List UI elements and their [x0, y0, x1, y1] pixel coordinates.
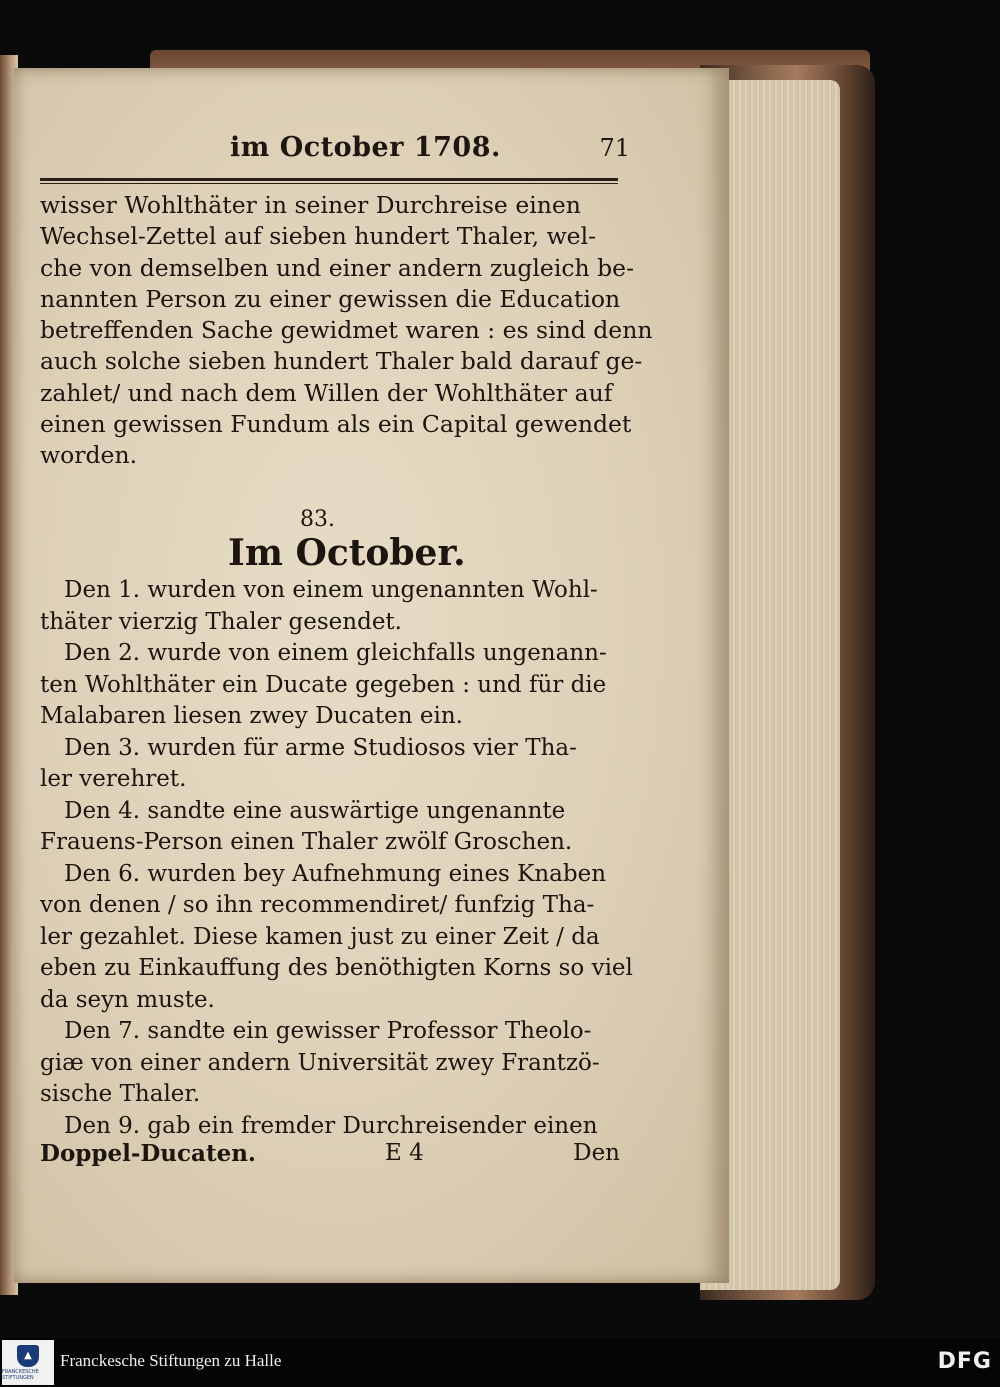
- text-line: zahlet/ und nach dem Willen der Wohlthäter auf: [40, 378, 613, 407]
- signature-mark: E 4: [385, 1140, 424, 1166]
- text-line: che von demselben und einer andern zugleich be-: [40, 253, 635, 282]
- entry-line: von denen / so ihn recommendiret/ funfzig Tha-: [40, 892, 595, 918]
- catchword-left: Doppel-Ducaten.: [40, 1140, 256, 1167]
- foundation-crest-icon: ▲: [17, 1345, 39, 1367]
- section-title: Im October.: [228, 532, 466, 574]
- running-title: im October 1708.: [230, 132, 501, 163]
- entry-line: da seyn muste.: [40, 986, 215, 1013]
- entry-line: eben zu Einkauffung des benöthigten Korns so viel: [40, 955, 633, 981]
- logo-caption: FRANCKESCHE STIFTUNGEN: [2, 1368, 39, 1381]
- catchword-right: Den: [573, 1140, 620, 1166]
- entry-line: Den 4. sandte eine auswärtige ungenannte: [64, 797, 566, 824]
- entry-line: Den 2. wurde von einem gleichfalls ungenann-: [64, 640, 607, 666]
- entry-line: Den 9. gab ein fremder Durchreisender einen: [64, 1112, 598, 1139]
- running-head: [30, 132, 630, 172]
- entry-line: Den 1. wurden von einem ungenannten Wohl-: [64, 577, 598, 603]
- text-line: wisser Wohlthäter in seiner Durchreise einen: [40, 191, 581, 219]
- page-footer: [40, 1140, 620, 1172]
- text-line: einen gewissen Fundum als ein Capital gewendet: [40, 410, 632, 439]
- institution-logo[interactable]: [2, 1340, 54, 1385]
- section-number: 83.: [300, 507, 335, 532]
- entry-line: Den 6. wurden bey Aufnehmung eines Knaben: [64, 860, 607, 887]
- entry-line: ler verehret.: [40, 766, 187, 792]
- header-rule: [40, 178, 618, 184]
- top-paragraph: [40, 190, 653, 472]
- entry-line: Den 3. wurden für arme Studiosos vier Tha-: [64, 734, 577, 761]
- entry-line: ten Wohlthäter ein Ducate gegeben : und für die: [40, 671, 607, 698]
- entry-line: thäter vierzig Thaler gesendet.: [40, 608, 402, 635]
- institution-name[interactable]: Franckesche Stiftungen zu Halle: [60, 1351, 282, 1370]
- entry-line: giæ von einer andern Universität zwey Frantzö-: [40, 1049, 600, 1076]
- text-line: betreffenden Sache gewidmet waren : es sind denn: [40, 316, 653, 345]
- page-number: 71: [599, 134, 630, 162]
- entries: [40, 575, 633, 1142]
- text-line: auch solche sieben hundert Thaler bald darauf ge-: [40, 347, 643, 376]
- entry-line: ler gezahlet. Diese kamen just zu einer Zeit / da: [40, 923, 600, 950]
- entry-line: Den 7. sandte ein gewisser Professor Theolo-: [64, 1018, 592, 1044]
- text-line: worden.: [40, 441, 138, 470]
- dfg-logo[interactable]: DFG: [937, 1349, 992, 1374]
- entry-line: Malabaren liesen zwey Ducaten ein.: [40, 703, 463, 729]
- viewer-footer-bar: [0, 1338, 1000, 1387]
- text-line: nannten Person zu einer gewissen die Education: [40, 284, 621, 313]
- text-line: Wechsel-Zettel auf sieben hundert Thaler, wel-: [40, 222, 597, 251]
- entry-line: Frauens-Person einen Thaler zwölf Groschen.: [40, 829, 573, 855]
- entry-line: sische Thaler.: [40, 1081, 201, 1107]
